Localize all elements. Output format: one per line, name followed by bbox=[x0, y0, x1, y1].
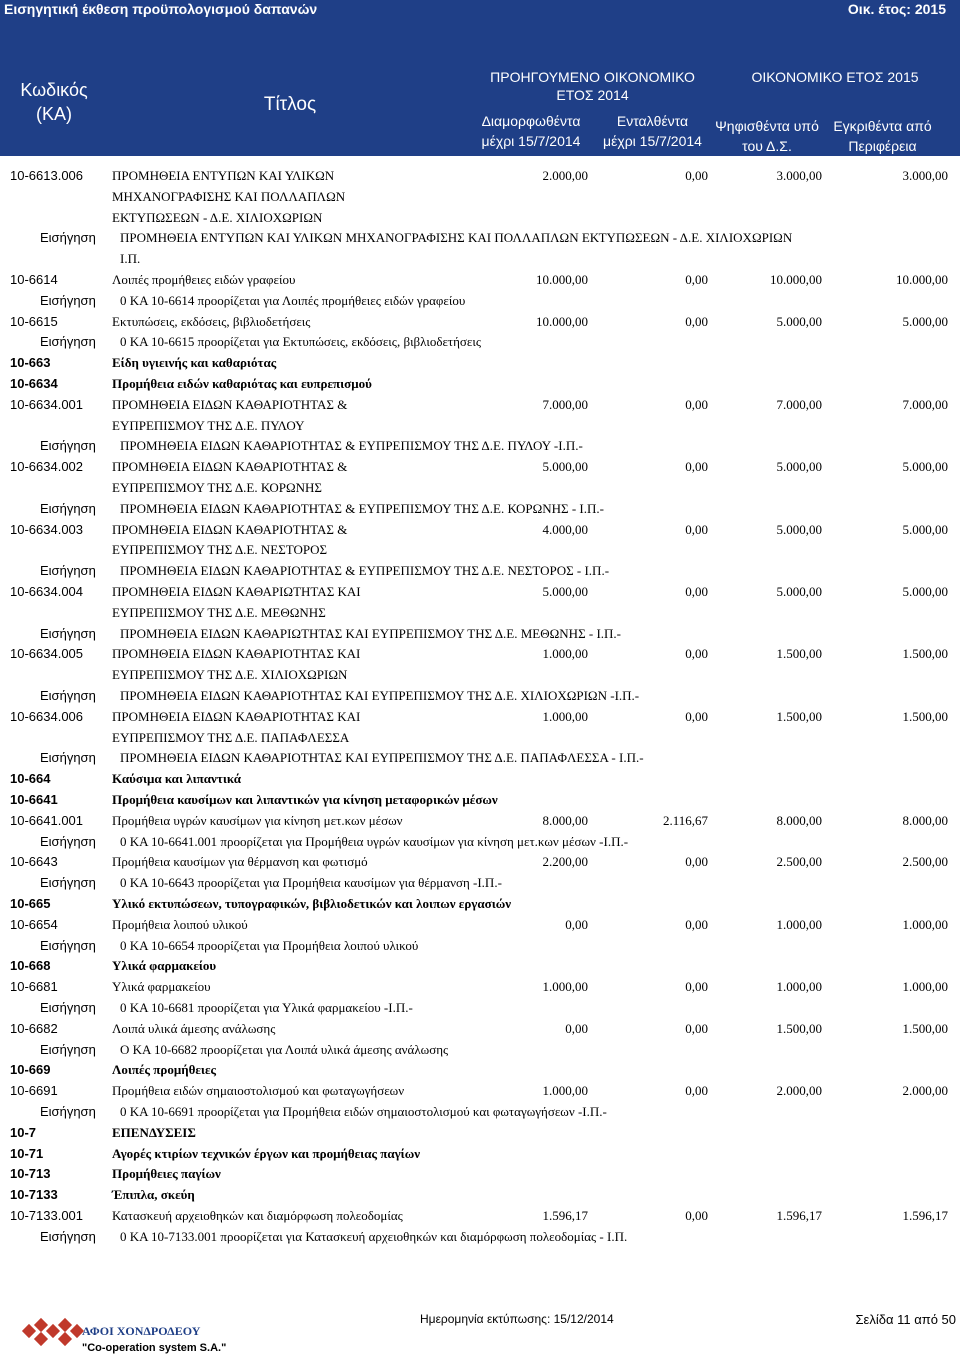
account-code: 10-6641.001 bbox=[10, 812, 84, 828]
account-title: ΕΚΤΥΠΩΣΕΩΝ - Δ.Ε. ΧΙΛΙΟΧΩΡΙΩΝ bbox=[112, 209, 323, 225]
value-entalthenta: 0,00 bbox=[685, 584, 708, 599]
value-entalthenta: 0,00 bbox=[685, 979, 708, 995]
value-diamorfothenta: 0,00 bbox=[565, 1020, 588, 1036]
value-psifisthenta: 8.000,00 bbox=[776, 812, 822, 828]
account-title: Είδη υγιεινής και καθαριότας bbox=[112, 355, 277, 371]
account-title: ΠΡΟΜΗΘΕΙΑ ΕΙΔΩΝ ΚΑΘΑΡΙΟΤΗΤΑΣ ΚΑΙ bbox=[112, 708, 361, 724]
eisigisi-label: Εισήγηση bbox=[40, 937, 96, 953]
account-title: Υλικά φαρμακείου bbox=[112, 958, 217, 974]
value-psifisthenta: 5.000,00 bbox=[776, 459, 822, 475]
account-code: 10-7 bbox=[10, 1124, 37, 1140]
value-egkrithenta: 5.000,00 bbox=[902, 459, 948, 475]
account-code: 10-6643 bbox=[10, 854, 58, 870]
value-psifisthenta: 1.500,00 bbox=[776, 646, 822, 662]
account-title: Εκτυπώσεις, εκδόσεις, βιβλιοδετήσεις bbox=[112, 313, 311, 329]
value-diamorfothenta: 1.596,17 bbox=[542, 1208, 588, 1223]
value-diamorfothenta: 10.000,00 bbox=[536, 272, 588, 287]
account-title: Κατασκευή αρχειοθηκών και διαμόρφωση πολεοδομίας bbox=[112, 1208, 403, 1223]
value-entalthenta: 0,00 bbox=[685, 521, 708, 537]
header-col-entalthenta: Ενταλθέντα μέχρι 15/7/2014 bbox=[603, 113, 702, 149]
value-psifisthenta: 1.596,17 bbox=[776, 1208, 822, 1223]
account-title: Υλικά φαρμακείου bbox=[112, 979, 211, 995]
table-header bbox=[0, 18, 960, 156]
value-psifisthenta: 1.000,00 bbox=[776, 979, 822, 995]
account-code: 10-6654 bbox=[10, 916, 58, 932]
account-title: ΠΡΟΜΗΘΕΙΑ ΕΙΔΩΝ ΚΑΘΑΡΙΩΤΗΤΑΣ ΚΑΙ bbox=[112, 584, 361, 599]
header-code: Κωδικός (ΚΑ) bbox=[20, 80, 88, 124]
eisigisi-text: 0 ΚΑ 10-6615 προορίζεται για Εκτυπώσεις, εκδόσεις, βιβλιοδετήσεις bbox=[120, 334, 482, 350]
value-entalthenta: 0,00 bbox=[685, 1020, 708, 1036]
account-title: Προμήθειες παγίων bbox=[112, 1166, 221, 1182]
value-diamorfothenta: 4.000,00 bbox=[542, 521, 588, 537]
value-psifisthenta: 5.000,00 bbox=[776, 313, 822, 329]
account-title: ΠΡΟΜΗΘΕΙΑ ΕΙΔΩΝ ΚΑΘΑΡΙΟΤΗΤΑΣ & bbox=[112, 459, 348, 475]
value-entalthenta: 0,00 bbox=[685, 396, 708, 412]
account-title: Προμήθεια λοιπού υλικού bbox=[112, 916, 248, 932]
company-logo-icon bbox=[18, 1316, 88, 1356]
value-egkrithenta: 7.000,00 bbox=[902, 396, 948, 412]
value-diamorfothenta: 10.000,00 bbox=[536, 313, 588, 329]
eisigisi-label: Εισήγηση bbox=[40, 688, 96, 703]
account-title: Προμήθεια ειδών καθαριότας και ευπρεπισμού bbox=[112, 376, 372, 391]
value-egkrithenta: 5.000,00 bbox=[902, 584, 948, 599]
eisigisi-text: ΠΡΟΜΗΘΕΙΑ ΕΙΔΩΝ ΚΑΘΑΡΙΟΤΗΤΑΣ & ΕΥΠΡΕΠΙΣΜΟΥ ΤΗΣ Δ.Ε. ΝΕΣΤΟΡΟΣ - Ι.Π.- bbox=[120, 563, 610, 579]
account-code: 10-6641 bbox=[10, 792, 58, 807]
value-diamorfothenta: 2.000,00 bbox=[542, 168, 588, 183]
value-psifisthenta: 3.000,00 bbox=[776, 168, 822, 183]
header-col-diamorfothenta: Διαμορφωθέντα μέχρι 15/7/2014 bbox=[481, 113, 581, 149]
value-egkrithenta: 1.000,00 bbox=[902, 916, 948, 932]
account-code: 10-6634.001 bbox=[10, 396, 84, 412]
value-diamorfothenta: 2.200,00 bbox=[542, 854, 588, 870]
eisigisi-text: ΠΡΟΜΗΘΕΙΑ ΕΙΔΩΝ ΚΑΘΑΡΙΟΤΗΤΑΣ & ΕΥΠΡΕΠΙΣΜΟΥ ΤΗΣ Δ.Ε. ΠΥΛΟΥ -Ι.Π.- bbox=[120, 438, 583, 454]
account-code: 10-6634.006 bbox=[10, 708, 84, 724]
eisigisi-label: Εισήγηση bbox=[40, 1000, 96, 1015]
account-code: 10-6634.005 bbox=[10, 646, 84, 662]
account-code: 10-6691 bbox=[10, 1083, 58, 1099]
eisigisi-text: 0 ΚΑ 10-6681 προορίζεται για Υλικά φαρμακείου -Ι.Π.- bbox=[120, 1000, 413, 1015]
eisigisi-text: 0 ΚΑ 10-6654 προορίζεται για Προμήθεια λοιπού υλικού bbox=[120, 937, 419, 953]
footer bbox=[0, 1296, 960, 1356]
header-col-egkrithenta: Εγκριθέντα από Περιφέρεια bbox=[833, 118, 932, 154]
account-title: ΕΥΠΡΕΠΙΣΜΟΥ ΤΗΣ Δ.Ε. ΠΑΠΑΦΛΕΣΣΑ bbox=[112, 729, 350, 745]
value-entalthenta: 0,00 bbox=[685, 1083, 708, 1099]
value-psifisthenta: 5.000,00 bbox=[776, 584, 822, 599]
value-psifisthenta: 1.500,00 bbox=[776, 708, 822, 724]
account-code: 10-71 bbox=[10, 1145, 44, 1161]
account-code: 10-6634.003 bbox=[10, 521, 84, 537]
value-entalthenta: 0,00 bbox=[685, 168, 708, 183]
eisigisi-text: ΠΡΟΜΗΘΕΙΑ ΕΝΤΥΠΩΝ ΚΑΙ ΥΛΙΚΩΝ ΜΗΧΑΝΟΓΡΑΦΙΣΗΣ ΚΑΙ ΠΟΛΛΑΠΛΩΝ ΕΚΤΥΠΩΣΕΩΝ - Δ.Ε. ΧΙΛΙΟΧΩΡΙΩΝ bbox=[120, 230, 793, 246]
account-title: Προμήθεια ειδών σημαιοστολισμού και φωταγωγήσεων bbox=[112, 1083, 405, 1099]
eisigisi-label: Εισήγηση bbox=[40, 625, 96, 641]
value-psifisthenta: 10.000,00 bbox=[770, 272, 822, 287]
account-title: ΕΥΠΡΕΠΙΣΜΟΥ ΤΗΣ Δ.Ε. ΠΥΛΟΥ bbox=[112, 417, 305, 433]
value-psifisthenta: 2.500,00 bbox=[776, 854, 822, 870]
eisigisi-label: Εισήγηση bbox=[40, 334, 96, 350]
account-title: ΠΡΟΜΗΘΕΙΑ ΕΙΔΩΝ ΚΑΘΑΡΙΟΤΗΤΑΣ ΚΑΙ bbox=[112, 646, 361, 662]
value-psifisthenta: 7.000,00 bbox=[776, 396, 822, 412]
header-title: Τίτλος bbox=[263, 94, 317, 115]
header-prev-year: ΠΡΟΗΓΟΥΜΕΝΟ ΟΙΚΟΝΟΜΙΚΟ ΕΤΟΣ 2014 bbox=[490, 69, 695, 103]
account-code: 10-6681 bbox=[10, 979, 58, 995]
value-diamorfothenta: 5.000,00 bbox=[542, 584, 588, 599]
eisigisi-text: ΠΡΟΜΗΘΕΙΑ ΕΙΔΩΝ ΚΑΘΑΡΙΩΤΗΤΑΣ ΚΑΙ ΕΥΠΡΕΠΙΣΜΟΥ ΤΗΣ Δ.Ε. ΜΕΘΩΝΗΣ - Ι.Π.- bbox=[120, 625, 622, 641]
system-name: "Co-operation system S.A." bbox=[82, 1342, 227, 1354]
eisigisi-text: 0 ΚΑ 10-6614 προορίζεται για Λοιπές προμήθειες ειδών γραφείου bbox=[120, 292, 466, 308]
value-egkrithenta: 1.596,17 bbox=[902, 1208, 948, 1223]
account-title: ΜΗΧΑΝΟΓΡΑΦΙΣΗΣ ΚΑΙ ΠΟΛΛΑΠΛΩΝ bbox=[112, 188, 346, 204]
account-code: 10-7133.001 bbox=[10, 1208, 84, 1223]
value-egkrithenta: 2.000,00 bbox=[902, 1083, 948, 1099]
eisigisi-label: Εισήγηση bbox=[40, 833, 96, 849]
eisigisi-text: 0 ΚΑ 10-7133.001 προορίζεται για Κατασκευή αρχειοθηκών και διαμόρφωση πολεοδομίας - Ι.Π. bbox=[120, 1228, 628, 1244]
value-entalthenta: 0,00 bbox=[685, 313, 708, 329]
value-entalthenta: 0,00 bbox=[685, 916, 708, 932]
account-title: Καύσιμα και λιπαντικά bbox=[112, 771, 241, 787]
eisigisi-label: Εισήγηση bbox=[40, 1104, 96, 1119]
value-entalthenta: 0,00 bbox=[685, 708, 708, 724]
account-code: 10-6614 bbox=[10, 272, 58, 287]
account-code: 10-665 bbox=[10, 896, 51, 911]
eisigisi-text: 0 ΚΑ 10-6643 προορίζεται για Προμήθεια καυσίμων για θέρμανση -Ι.Π.- bbox=[120, 875, 502, 891]
value-diamorfothenta: 1.000,00 bbox=[542, 646, 588, 662]
account-title: Αγορές κτιρίων τεχνικών έργων και προμήθειας παγίων bbox=[112, 1145, 421, 1161]
account-title: ΠΡΟΜΗΘΕΙΑ ΕΙΔΩΝ ΚΑΘΑΡΙΟΤΗΤΑΣ & bbox=[112, 521, 348, 537]
account-title: Λοιπές προμήθειες ειδών γραφείου bbox=[112, 272, 296, 287]
eisigisi-text: ΠΡΟΜΗΘΕΙΑ ΕΙΔΩΝ ΚΑΘΑΡΙΟΤΗΤΑΣ ΚΑΙ ΕΥΠΡΕΠΙΣΜΟΥ ΤΗΣ Δ.Ε. ΧΙΛΙΟΧΩΡΙΩΝ -Ι.Π.- bbox=[120, 688, 640, 703]
value-diamorfothenta: 1.000,00 bbox=[542, 979, 588, 995]
value-entalthenta: 0,00 bbox=[685, 646, 708, 662]
value-entalthenta: 0,00 bbox=[685, 459, 708, 475]
value-diamorfothenta: 1.000,00 bbox=[542, 708, 588, 724]
account-code: 10-668 bbox=[10, 958, 51, 974]
account-title: Έπιπλα, σκεύη bbox=[112, 1187, 195, 1203]
account-code: 10-6634 bbox=[10, 376, 58, 391]
eisigisi-label: Εισήγηση bbox=[40, 438, 96, 454]
eisigisi-label: Εισήγηση bbox=[40, 875, 96, 891]
account-title: ΕΠΕΝΔΥΣΕΙΣ bbox=[112, 1124, 196, 1140]
account-title: Προμήθεια υγρών καυσίμων για κίνηση μετ.κων μέσων bbox=[112, 812, 403, 828]
eisigisi-label: Εισήγηση bbox=[40, 1041, 96, 1057]
account-code: 10-663 bbox=[10, 355, 51, 371]
account-title: ΕΥΠΡΕΠΙΣΜΟΥ ΤΗΣ Δ.Ε. ΜΕΘΩΝΗΣ bbox=[112, 604, 326, 620]
value-entalthenta: 0,00 bbox=[685, 272, 708, 287]
eisigisi-text: Ι.Π. bbox=[120, 251, 141, 267]
value-diamorfothenta: 7.000,00 bbox=[542, 396, 588, 412]
value-psifisthenta: 1.500,00 bbox=[776, 1020, 822, 1036]
value-entalthenta: 2.116,67 bbox=[662, 812, 708, 828]
account-code: 10-6682 bbox=[10, 1020, 58, 1036]
account-title: ΠΡΟΜΗΘΕΙΑ ΕΝΤΥΠΩΝ ΚΑΙ ΥΛΙΚΩΝ bbox=[112, 168, 335, 183]
value-entalthenta: 0,00 bbox=[685, 1208, 708, 1223]
account-title: Προμήθεια καυσίμων και λιπαντικών για κίνηση μεταφορικών μέσων bbox=[112, 792, 498, 807]
eisigisi-label: Εισήγηση bbox=[40, 563, 96, 579]
value-egkrithenta: 1.500,00 bbox=[902, 646, 948, 662]
account-code: 10-6634.002 bbox=[10, 459, 84, 475]
eisigisi-text: Ο ΚΑ 10-6682 προορίζεται για Λοιπά υλικά άμεσης ανάλωσης bbox=[120, 1041, 449, 1057]
print-date: Ημερομηνία εκτύπωσης: 15/12/2014 bbox=[420, 1312, 614, 1326]
value-egkrithenta: 5.000,00 bbox=[902, 313, 948, 329]
value-egkrithenta: 1.500,00 bbox=[902, 1020, 948, 1036]
account-code: 10-6613.006 bbox=[10, 168, 84, 183]
account-code: 10-713 bbox=[10, 1166, 51, 1182]
eisigisi-text: ΠΡΟΜΗΘΕΙΑ ΕΙΔΩΝ ΚΑΘΑΡΙΟΤΗΤΑΣ ΚΑΙ ΕΥΠΡΕΠΙΣΜΟΥ ΤΗΣ Δ.Ε. ΠΑΠΑΦΛΕΣΣΑ - Ι.Π.- bbox=[120, 750, 644, 766]
report-title: Εισηγητική έκθεση προϋπολογισμού δαπανών bbox=[4, 1, 318, 17]
value-egkrithenta: 3.000,00 bbox=[902, 168, 948, 183]
value-egkrithenta: 10.000,00 bbox=[896, 272, 948, 287]
fiscal-year: Οικ. έτος: 2015 bbox=[847, 1, 946, 17]
eisigisi-text: 0 ΚΑ 10-6691 προορίζεται για Προμήθεια ειδών σημαιοστολισμού και φωταγωγήσεων -Ι.Π.- bbox=[120, 1104, 607, 1119]
account-title: ΕΥΠΡΕΠΙΣΜΟΥ ΤΗΣ Δ.Ε. ΝΕΣΤΟΡΟΣ bbox=[112, 542, 328, 558]
page-number: Σελίδα 11 από 50 bbox=[855, 1312, 956, 1327]
account-title: Υλικό εκτυπώσεων, τυπογραφικών, βιβλιοδετικών και λοιπων εργασιών bbox=[112, 896, 512, 911]
eisigisi-label: Εισήγηση bbox=[40, 750, 96, 766]
eisigisi-text: ΠΡΟΜΗΘΕΙΑ ΕΙΔΩΝ ΚΑΘΑΡΙΟΤΗΤΑΣ & ΕΥΠΡΕΠΙΣΜΟΥ ΤΗΣ Δ.Ε. ΚΟΡΩΝΗΣ - Ι.Π.- bbox=[120, 500, 604, 516]
eisigisi-label: Εισήγηση bbox=[40, 1228, 96, 1244]
account-title: ΕΥΠΡΕΠΙΣΜΟΥ ΤΗΣ Δ.Ε. ΚΟΡΩΝΗΣ bbox=[112, 480, 322, 495]
value-diamorfothenta: 1.000,00 bbox=[542, 1083, 588, 1099]
eisigisi-label: Εισήγηση bbox=[40, 292, 96, 308]
eisigisi-label: Εισήγηση bbox=[40, 500, 96, 516]
account-code: 10-664 bbox=[10, 771, 51, 787]
account-title: Προμήθεια καυσίμων για θέρμανση και φωτισμό bbox=[112, 854, 368, 870]
value-diamorfothenta: 5.000,00 bbox=[542, 459, 588, 475]
header-col-psifisthenta: Ψηφισθέντα υπό του Δ.Σ. bbox=[715, 118, 819, 154]
header-current-year: ΟΙΚΟΝΟΜΙΚΟ ΕΤΟΣ 2015 bbox=[751, 69, 919, 85]
company-name: ΑΦΟΙ ΧΟΝΔΡΟΔΕΟΥ bbox=[82, 1324, 201, 1338]
value-egkrithenta: 8.000,00 bbox=[902, 812, 948, 828]
account-code: 10-669 bbox=[10, 1062, 51, 1078]
value-egkrithenta: 1.000,00 bbox=[902, 979, 948, 995]
value-diamorfothenta: 0,00 bbox=[565, 916, 588, 932]
value-psifisthenta: 2.000,00 bbox=[776, 1083, 822, 1099]
account-title: Λοιπές προμήθειες bbox=[112, 1062, 216, 1078]
value-psifisthenta: 5.000,00 bbox=[776, 521, 822, 537]
account-title: ΕΥΠΡΕΠΙΣΜΟΥ ΤΗΣ Δ.Ε. ΧΙΛΙΟΧΩΡΙΩΝ bbox=[112, 667, 348, 683]
eisigisi-label: Εισήγηση bbox=[40, 230, 96, 246]
value-diamorfothenta: 8.000,00 bbox=[542, 812, 588, 828]
account-title: Λοιπά υλικά άμεσης ανάλωσης bbox=[112, 1020, 276, 1036]
account-code: 10-7133 bbox=[10, 1187, 58, 1203]
top-bar bbox=[0, 0, 960, 18]
value-egkrithenta: 5.000,00 bbox=[902, 521, 948, 537]
eisigisi-text: 0 ΚΑ 10-6641.001 προορίζεται για Προμήθεια υγρών καυσίμων για κίνηση μετ.κων μέσων -Ι.Π.- bbox=[120, 833, 629, 849]
value-entalthenta: 0,00 bbox=[685, 854, 708, 870]
account-code: 10-6634.004 bbox=[10, 584, 84, 599]
value-egkrithenta: 2.500,00 bbox=[902, 854, 948, 870]
account-code: 10-6615 bbox=[10, 313, 58, 329]
value-psifisthenta: 1.000,00 bbox=[776, 916, 822, 932]
value-egkrithenta: 1.500,00 bbox=[902, 708, 948, 724]
header-separator bbox=[0, 156, 960, 166]
account-title: ΠΡΟΜΗΘΕΙΑ ΕΙΔΩΝ ΚΑΘΑΡΙΟΤΗΤΑΣ & bbox=[112, 396, 348, 412]
